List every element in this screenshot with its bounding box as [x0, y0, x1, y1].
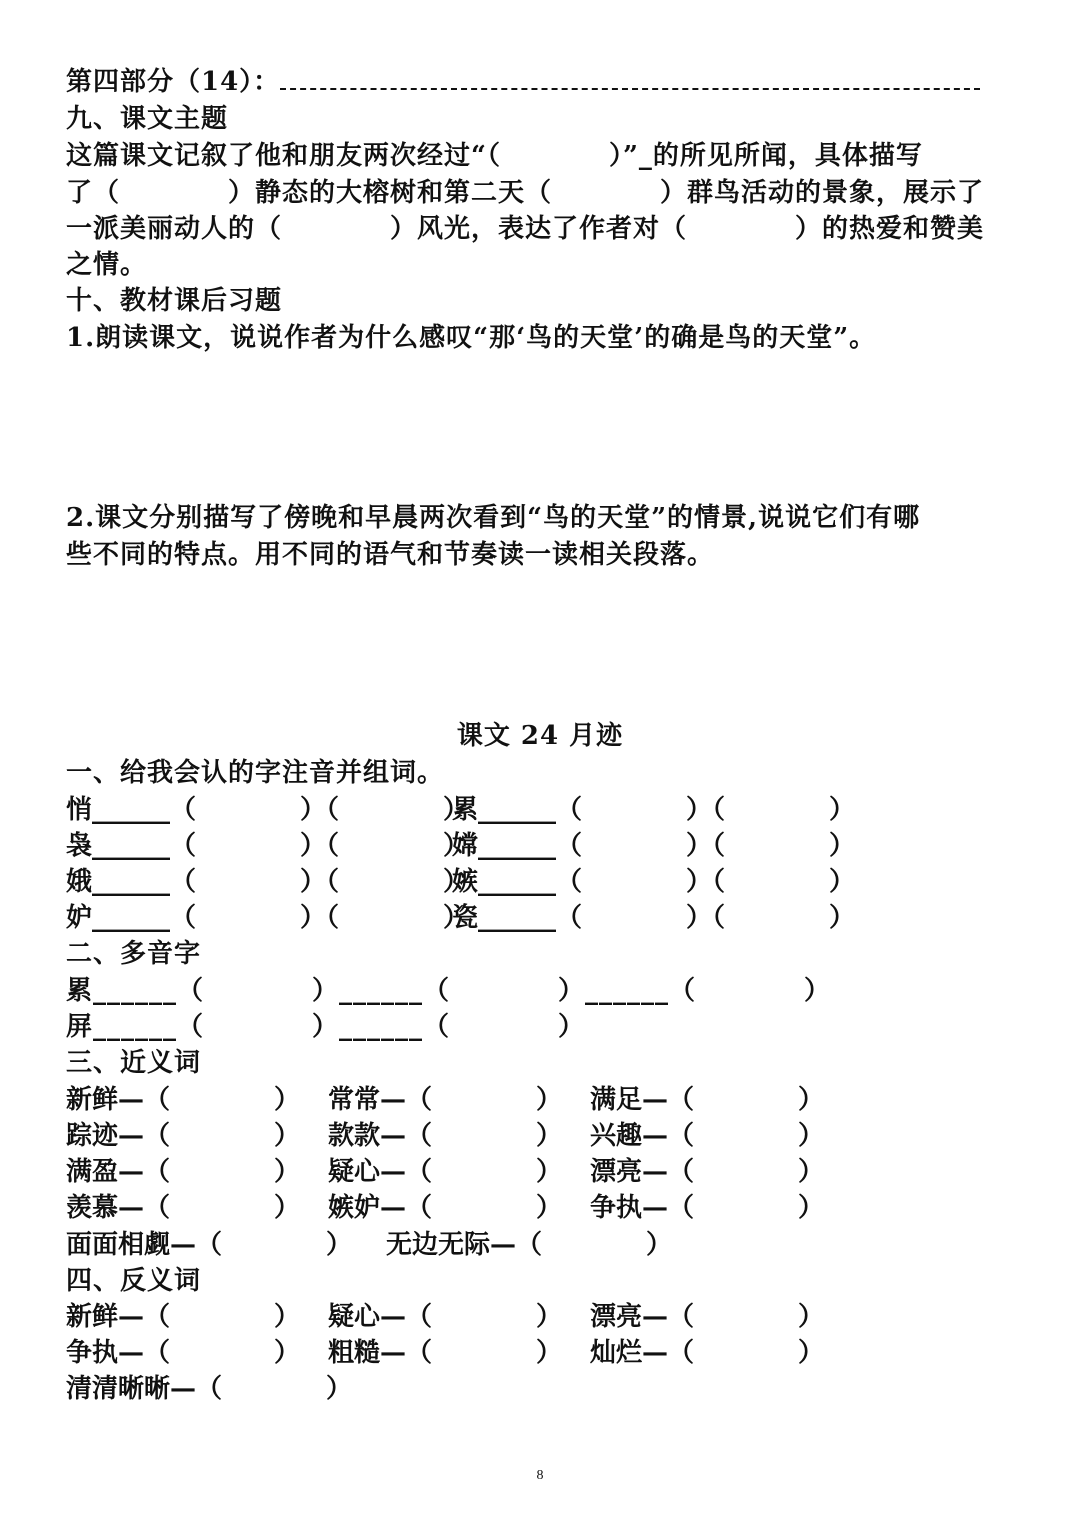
- synonym-item: 款款—（ ）: [328, 1121, 563, 1151]
- antonym-item: 清清晰晰—（ ）: [66, 1374, 353, 1404]
- synonym-item: 满足—（ ）: [590, 1085, 825, 1115]
- polyphone-row: 屏______（ ）______（ ）: [66, 1012, 586, 1042]
- antonym-item: 粗糙—（ ）: [328, 1338, 563, 1368]
- question-2-line-2: 些不同的特点。用不同的语气和节奏读一读相关段落。: [66, 540, 715, 570]
- synonym-item: 争执—（ ）: [590, 1193, 825, 1223]
- synonym-item: 疑心—（ ）: [328, 1157, 563, 1187]
- synonym-item: 嫉妒—（ ）: [328, 1193, 563, 1223]
- char-item: 瓷______（ ）（ ）: [452, 903, 856, 933]
- theme-line-4: 之情。: [66, 250, 148, 280]
- synonym-item: 满盈—（ ）: [66, 1157, 301, 1187]
- synonym-item: 无边无际—（ ）: [386, 1230, 673, 1260]
- heading-characters: 一、给我会认的字注音并组词。: [66, 758, 445, 788]
- char-item: 嫉______（ ）（ ）: [452, 867, 856, 897]
- question-1: 1.朗读课文，说说作者为什么感叹“那‘鸟的天堂’的确是鸟的天堂”。: [66, 323, 877, 353]
- synonym-item: 踪迹—（ ）: [66, 1121, 301, 1151]
- char-item: 袅______（ ）（ ）: [66, 831, 470, 861]
- antonym-item: 疑心—（ ）: [328, 1302, 563, 1332]
- char-item: 妒______（ ）（ ）: [66, 903, 470, 933]
- antonym-item: 新鲜—（ ）: [66, 1302, 301, 1332]
- synonym-item: 漂亮—（ ）: [590, 1157, 825, 1187]
- antonym-item: 漂亮—（ ）: [590, 1302, 825, 1332]
- theme-line-1: 这篇课文记叙了他和朋友两次经过“（ ）”_的所见所闻，具体描写: [66, 141, 923, 171]
- section-header: 第四部分（14）：: [66, 64, 980, 100]
- lesson-title: 课文 24 月迹: [456, 721, 624, 751]
- synonym-item: 兴趣—（ ）: [590, 1121, 825, 1151]
- polyphone-row: 累______（ ）______（ ）______（ ）: [66, 976, 832, 1006]
- char-item: 娥______（ ）（ ）: [66, 867, 470, 897]
- char-item: 累______（ ）（ ）: [452, 795, 856, 825]
- synonym-item: 面面相觑—（ ）: [66, 1230, 353, 1260]
- heading-polyphones: 二、多音字: [66, 939, 202, 969]
- heading-synonyms: 三、近义词: [66, 1048, 202, 1078]
- header-blank-line: [280, 68, 980, 90]
- theme-line-2: 了（ ）静态的大榕树和第二天（ ）群鸟活动的景象，展示了: [66, 178, 985, 208]
- theme-line-3: 一派美丽动人的（ ）风光，表达了作者对（ ）的热爱和赞美: [66, 214, 985, 244]
- synonym-item: 羡慕—（ ）: [66, 1193, 301, 1223]
- page-number: 8: [536, 1468, 544, 1483]
- heading-exercises: 十、教材课后习题: [66, 286, 283, 316]
- antonym-item: 争执—（ ）: [66, 1338, 301, 1368]
- antonym-item: 灿烂—（ ）: [590, 1338, 825, 1368]
- synonym-item: 新鲜—（ ）: [66, 1085, 301, 1115]
- synonym-item: 常常—（ ）: [328, 1085, 563, 1115]
- question-2-line-1: 2.课文分别描写了傍晚和早晨两次看到“鸟的天堂”的情景,说说它们有哪: [66, 503, 921, 533]
- heading-antonyms: 四、反义词: [66, 1266, 202, 1296]
- char-item: 悄______（ ）（ ）: [66, 795, 470, 825]
- heading-theme: 九、课文主题: [66, 104, 229, 134]
- char-item: 嫦______（ ）（ ）: [452, 831, 856, 861]
